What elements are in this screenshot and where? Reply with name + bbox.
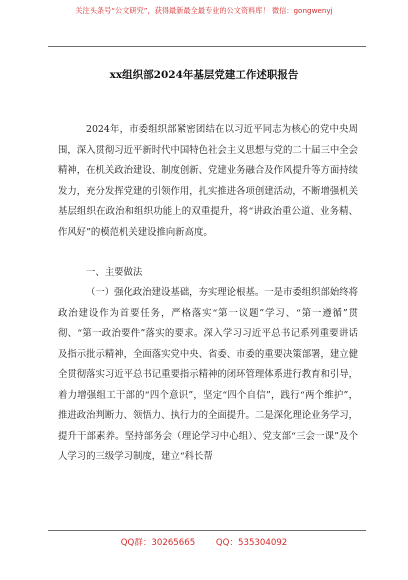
section-heading: 一、主要做法 [86,267,143,278]
footer-qq-group: QQ群：30265665 [120,538,196,548]
footer-qq: QQ：535304092 [215,538,288,548]
header-divider [48,46,366,47]
document-title: xx组织部2024年基层党建工作述职报告 [109,69,299,81]
section-body-paragraph: （一）强化政治建设基础，夯实理论根基。一是市委组织部始终将政治建设作为首要任务，严格落实“第一议题”学习、“第一遵循”贯彻、“第一政治要件”落实的要求。深入学习习近平总书记系列重要讲话及指示批示精神，全面落实党中央、省委、市委的重要决策部署，建立健全贯彻落实习近平总书记重要指示精神的闭环管理体系进行教育和引导，着力增强组工干部的“四个意识”，坚定“四个自信”，践行“两个维护”，推进政治判断力、领悟力、执行力的全面提升。二是深化理论业务学习，提升干部素养。坚持部务会（理论学习中心组）、党支部“三会一课”及个人学习的三级学习制度，建立“科长帮 [58,287,359,463]
footer-contact [0,536,408,548]
footer-divider [48,530,366,531]
header-note: 关注头条号“公文研究”，获得最新最全最专业的公文资料库！ 微信：gongwenyj [75,6,333,15]
intro-paragraph: 2024年，市委组织部紧密团结在以习近平同志为核心的党中央周围，深入贯彻习近平新时代中国特色社会主义思想与党的二十届三中全会精神，在机关政治建设、制度创新、党建业务融合及作风提升等方面持续发力，充分发挥党建的引领作用，扎实推进各项创建活动，不断增强机关基层组织在政治和组织功能上的双重提升，将“讲政治重公道、业务精、作风好”的模范机关建设推向新高度。 [58,124,359,238]
